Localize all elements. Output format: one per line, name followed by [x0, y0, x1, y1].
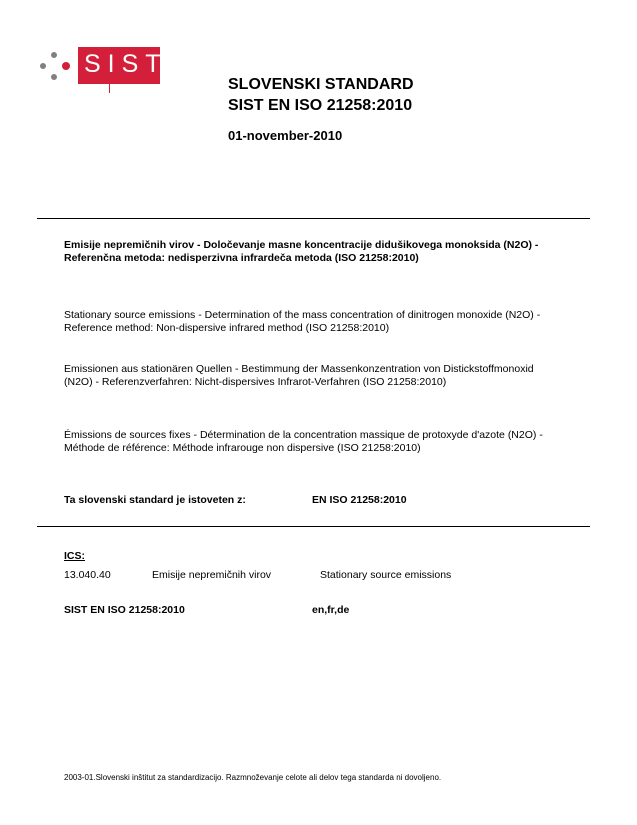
top-rule [37, 218, 590, 219]
logo-line [109, 84, 110, 93]
logo-dot-icon [62, 62, 70, 70]
document-languages: en,fr,de [312, 604, 350, 616]
ics-heading: ICS: [64, 550, 85, 562]
logo-text: SIST [84, 50, 168, 78]
ics-english: Stationary source emissions [320, 569, 452, 581]
ics-slovenian: Emisije nepremičnih virov [152, 569, 272, 581]
title-french: Émissions de sources fixes - Détermination de la concentration massique de protoxyde d'azote (N2O) - Méthode de référence: Méthode infrarouge non dispersive (ISO 21258:2010) [64, 429, 543, 454]
standard-type: SLOVENSKI STANDARD [228, 76, 414, 93]
logo-box [78, 47, 168, 84]
title-english: Stationary source emissions - Determination of the mass concentration of dinitrogen monoxide (N2O) - Reference method: Non-dispersive infrared method (ISO 21258:2010) [64, 309, 541, 334]
document-id: SIST EN ISO 21258:2010 [64, 604, 185, 616]
identical-value: EN ISO 21258:2010 [312, 494, 407, 506]
logo-dot-icon [51, 52, 57, 58]
logo-dot-icon [51, 74, 57, 80]
bottom-rule [37, 526, 590, 527]
identical-label: Ta slovenski standard je istoveten z: [64, 494, 246, 506]
title-german: Emissionen aus stationären Quellen - Bestimmung der Massenkonzentration von Distickstoffmonoxid (N2O) - Referenzverfahren: Nicht-dispersives Infrarot-Verfahren (ISO 21258:2010) [64, 363, 534, 388]
title-slovenian: Emisije nepremičnih virov - Določevanje masne koncentracije didušikovega monoksida (N2O) - Referenčna metoda: nedisperzivna infrardeča metoda (ISO 21258:2010) [64, 239, 539, 264]
standard-number: SIST EN ISO 21258:2010 [228, 97, 413, 114]
copyright-notice: 2003-01.Slovenski inštitut za standardizacijo. Razmnoževanje celote ali delov tega standarda ni dovoljeno. [64, 773, 442, 782]
ics-code: 13.040.40 [64, 569, 111, 581]
publication-date: 01-november-2010 [228, 128, 343, 143]
logo-dot-icon [40, 63, 46, 69]
